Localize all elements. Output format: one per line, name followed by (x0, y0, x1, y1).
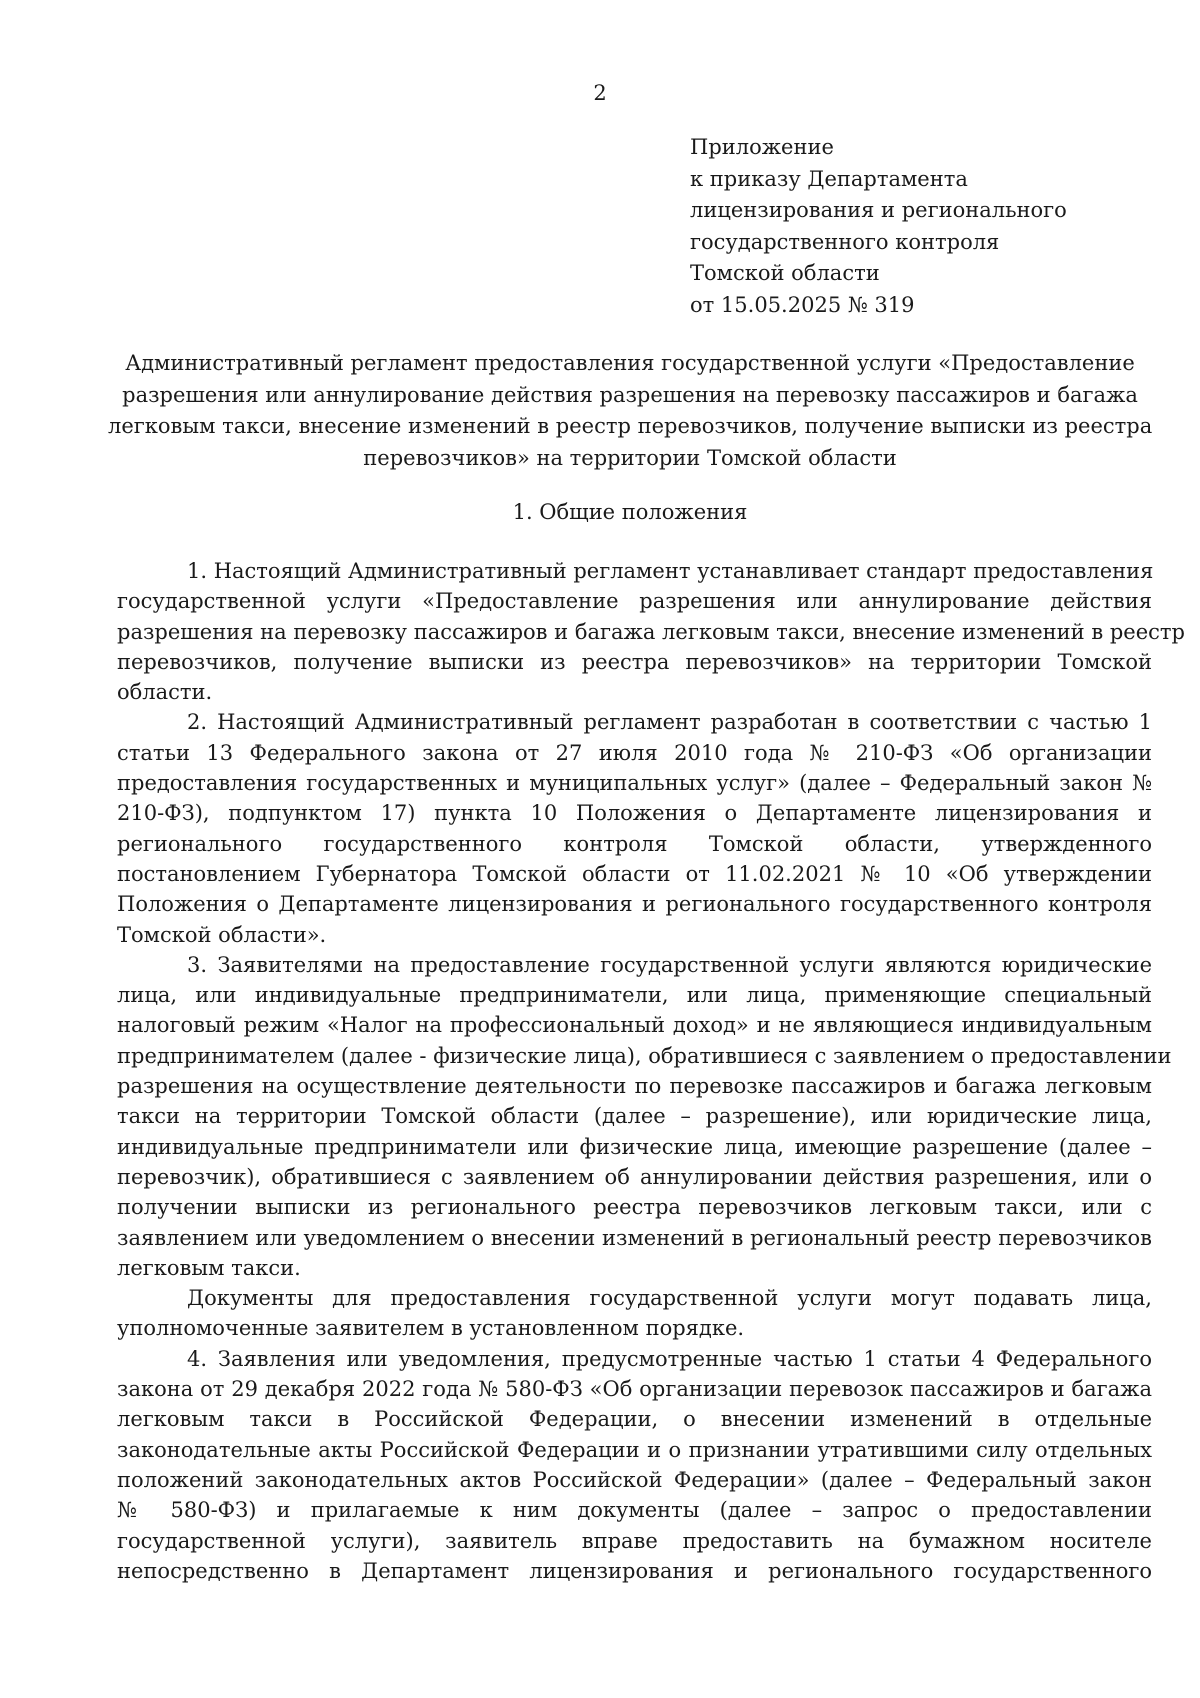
text-line: легковым такси. (117, 1255, 301, 1280)
text-line: Томской области». (117, 922, 327, 947)
text-line: № 580-ФЗ) и прилагаемые к ним документы (далее – запрос о предоставлении (117, 1498, 1152, 1523)
appendix-line: лицензирования и регионального (690, 198, 1067, 222)
text-line: Положения о Департаменте лицензирования и регионального государственного контроля (117, 892, 1152, 917)
text-line: положений законодательных актов Российской Федерации» (далее – Федеральный закон (117, 1467, 1152, 1492)
text-line: индивидуальные предприниматели или физические лица, имеющие разрешение (далее – (117, 1134, 1152, 1159)
text-line: 2. Настоящий Административный регламент разработан в соответствии с частью 1 (187, 710, 1152, 735)
text-line: регионального государственного контроля Томской области, утвержденного (117, 831, 1152, 856)
text-line: государственной услуги), заявитель вправе предоставить на бумажном носителе (117, 1528, 1152, 1553)
paragraph-3 (117, 950, 1172, 1283)
appendix-line: от 15.05.2025 № 319 (690, 292, 915, 317)
page-number: 2 (593, 81, 607, 105)
text-line: 210-ФЗ), подпунктом 17) пункта 10 Положения о Департаменте лицензирования и (117, 801, 1152, 826)
text-line: области. (117, 680, 213, 705)
text-line: 4. Заявления или уведомления, предусмотренные частью 1 статьи 4 Федерального (187, 1346, 1152, 1371)
title-line: легковым такси, внесение изменений в реестр перевозчиков, получение выписки из реестра (108, 414, 1153, 438)
paragraph-4 (117, 1344, 1152, 1586)
appendix-line: Приложение (690, 135, 834, 159)
body-text (117, 556, 1185, 1586)
text-line: получении выписки из регионального реестра перевозчиков легковым такси, или с (117, 1195, 1152, 1220)
text-line: закона от 29 декабря 2022 года № 580-ФЗ «Об организации перевозок пассажиров и багажа (117, 1377, 1152, 1402)
title-line: перевозчиков» на территории Томской области (363, 445, 897, 470)
text-line: предпринимателем (далее - физические лица), обратившиеся с заявлением о предоставлении (117, 1043, 1172, 1068)
paragraph-2 (117, 707, 1152, 949)
section-heading: 1. Общие положения (512, 500, 748, 524)
text-line: налоговый режим «Налог на профессиональный доход» и не являющиеся индивидуальным (117, 1013, 1152, 1038)
text-line: перевозчик), обратившиеся с заявлением об аннулировании действия разрешения, или о (117, 1164, 1152, 1189)
text-line: предоставления государственных и муниципальных услуг» (далее – Федеральный закон № (117, 771, 1152, 796)
text-line: уполномоченные заявителем в установленном порядке. (117, 1316, 745, 1341)
text-line: лица, или индивидуальные предприниматели, или лица, применяющие специальный (117, 983, 1152, 1008)
text-line: разрешения на перевозку пассажиров и багажа легковым такси, внесение изменений в реестр (117, 619, 1185, 644)
text-line: 3. Заявителями на предоставление государственной услуги являются юридические (187, 952, 1152, 977)
text-line: легковым такси в Российской Федерации, о внесении изменений в отдельные (117, 1407, 1152, 1432)
text-line: разрешения на осуществление деятельности по перевозке пассажиров и багажа легковым (117, 1074, 1152, 1099)
text-line: статьи 13 Федерального закона от 27 июля 2010 года № 210-ФЗ «Об организации (117, 740, 1152, 765)
text-line: непосредственно в Департамент лицензирования и регионального государственного (117, 1558, 1152, 1583)
text-line: законодательные акты Российской Федерации и о признании утратившими силу отдельных (117, 1437, 1152, 1462)
text-line: заявлением или уведомлением о внесении изменений в региональный реестр перевозчиков (117, 1225, 1152, 1250)
title-line: разрешения или аннулирование действия разрешения на перевозку пассажиров и багажа (122, 382, 1138, 407)
appendix-block (690, 132, 1150, 321)
appendix-line: Томской области (690, 261, 880, 285)
text-line: постановлением Губернатора Томской области от 11.02.2021 № 10 «Об утверждении (117, 861, 1152, 886)
text-line: Документы для предоставления государственной услуги могут подавать лица, (187, 1286, 1152, 1311)
appendix-line: к приказу Департамента (690, 166, 968, 191)
text-line: 1. Настоящий Административный регламент устанавливает стандарт предоставления (187, 559, 1154, 583)
title-line: Административный регламент предоставления государственной услуги «Предоставление (125, 351, 1135, 375)
paragraph-1 (117, 556, 1185, 707)
text-line: перевозчиков, получение выписки из реестра перевозчиков» на территории Томской (117, 649, 1152, 674)
text-line: такси на территории Томской области (далее – разрешение), или юридические лица, (117, 1104, 1152, 1129)
document-title (108, 348, 1152, 474)
appendix-line: государственного контроля (690, 229, 1000, 254)
text-line: государственной услуги «Предоставление разрешения или аннулирование действия (117, 589, 1152, 614)
paragraph-documents (117, 1283, 1152, 1344)
